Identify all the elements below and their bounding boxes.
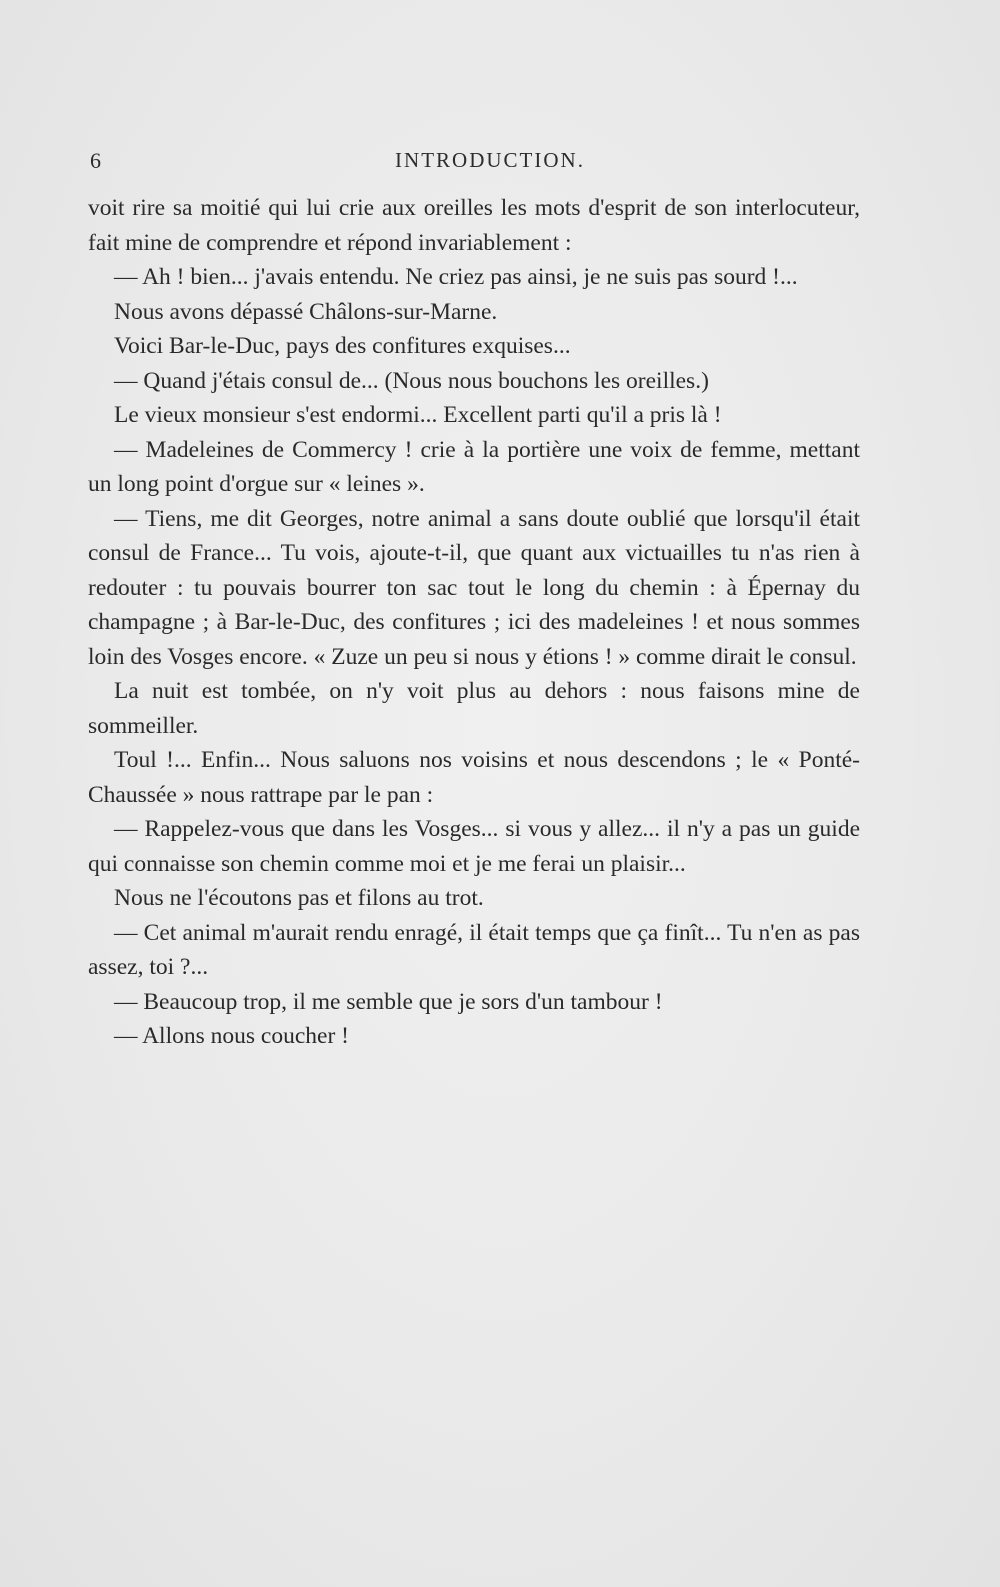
- page-number: 6: [90, 148, 101, 173]
- paragraph: — Quand j'étais consul de... (Nous nous bouchons les oreilles.): [114, 367, 709, 394]
- paragraph: Le vieux monsieur s'est endormi... Excellent parti qu'il a pris là !: [114, 402, 722, 428]
- paragraph: — Madeleines de Commercy ! crie à la portière une voix de femme, mettant un long point d'orgue sur « leines ».: [88, 436, 860, 497]
- paragraph: voit rire sa moitié qui lui crie aux oreilles les mots d'esprit de son interlocuteur, fait mine de comprendre et répond invariablement :: [88, 195, 860, 256]
- paragraph: Nous avons dépassé Châlons-sur-Marne.: [114, 298, 498, 325]
- paragraph: — Beaucoup trop, il me semble que je sors d'un tambour !: [114, 988, 663, 1015]
- paragraph: Voici Bar-le-Duc, pays des confitures exquises...: [114, 333, 571, 359]
- paragraph: — Allons nous coucher !: [114, 1023, 349, 1049]
- paragraph: — Rappelez-vous que dans les Vosges... si vous y allez... il n'y a pas un guide qui connaisse son chemin comme moi et je me ferai un plaisir...: [88, 816, 860, 877]
- paragraph: — Cet animal m'aurait rendu enragé, il était temps que ça finît... Tu n'en as pas assez, toi ?...: [88, 919, 860, 980]
- paragraph: Toul !... Enfin... Nous saluons nos voisins et nous descendons ; le « Ponté-Chaussée » nous rattrape par le pan :: [88, 747, 860, 808]
- body-text: [88, 191, 860, 1054]
- page-header: [90, 148, 870, 184]
- paragraph: La nuit est tombée, on n'y voit plus au dehors : nous faisons mine de sommeiller.: [88, 678, 860, 739]
- paragraph: — Tiens, me dit Georges, notre animal a sans doute oublié que lorsqu'il était consul de France... Tu vois, ajoute-t-il, que quant aux victuailles tu n'as rien à redouter : tu pouvais bourrer ton sac tout le long du chemin : à Épernay du champagne ; à Bar-le-Duc, des confitures ; ici des madeleines ! et nous sommes loin des Vosges encore. « Zuze un peu si nous y étions ! » comme dirait le consul.: [88, 505, 860, 670]
- running-head: INTRODUCTION.: [395, 148, 585, 172]
- paragraph: Nous ne l'écoutons pas et filons au trot.: [114, 885, 484, 911]
- paragraph: — Ah ! bien... j'avais entendu. Ne criez pas ainsi, je ne suis pas sourd !...: [114, 264, 798, 290]
